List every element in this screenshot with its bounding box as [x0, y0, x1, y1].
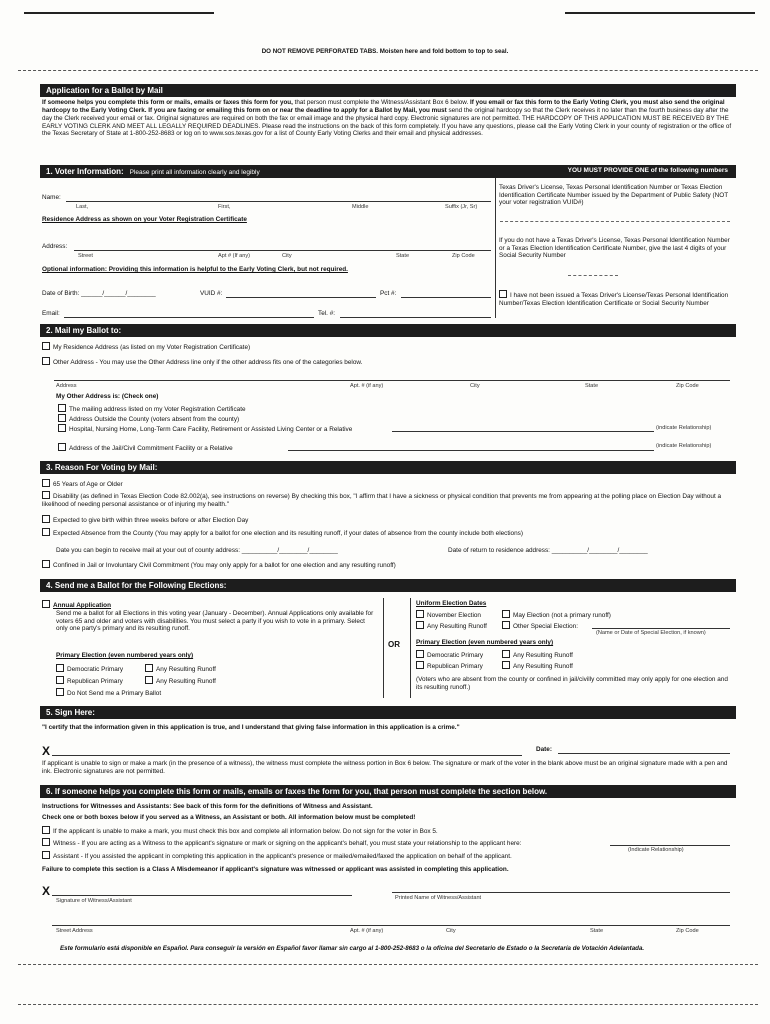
pct-label: Pct #: [380, 290, 397, 297]
dem-primary-checkbox[interactable] [56, 664, 64, 672]
perforation-mid [18, 964, 758, 965]
intro-text: If someone helps you complete this form or mails, emails or faxes this form for you, that person must complete the Witness/Assistant Box 6 below. If you email or fax this form to the Early Voting Clerk, you must also send the original hardcopy to the Early Voting Clerk. If you are faxing or emailing this form on or near the deadline to apply for a Ballot by Mail, you must send the original hardcopy so that the Clerk receives it no later than the fourth business day after the day the Clerk received your email or fax. Original signatures are required on both the fax or email image and the physical hard copy. Electronic signatures are not permitted. THE HARDCOPY OF THIS APPLICATION MUST BE RECEIVED BY THE EARLY VOTING CLERK AND MEET ALL LEGALLY REQUIRED DEADLINES. Please read the instructions on the back of this form completely. If you have any questions, please call the Early Voting Clerk in your county of registration or the office of the Texas Secretary of State at 1-800-252-8683 or log on to www.sos.texas.gov for a list of County Early Voting Clerks and their email and physical addresses. [42, 99, 732, 138]
s2-address-label: Address [56, 383, 77, 389]
jail-checkbox[interactable] [58, 443, 66, 451]
address-label: Address: [42, 243, 68, 250]
unable-mark-checkbox[interactable] [42, 826, 50, 834]
rep-runoff-right-option[interactable]: Any Resulting Runoff [502, 661, 573, 671]
other-mailing-option[interactable]: The mailing address listed on my Voter Registration Certificate [58, 404, 246, 414]
name-field[interactable] [66, 201, 491, 202]
special-election-label: (Name or Date of Special Election, if known) [596, 630, 706, 636]
rep-primary-option[interactable]: Republican Primary [56, 676, 123, 686]
perforation-bottom [18, 1004, 758, 1005]
assistant-option[interactable]: Assistant - If you assisted the applicant in completing this application in the applicant's presence or mailed/emailed/faxed the application on behalf of the applicant. [42, 851, 602, 861]
november-checkbox[interactable] [416, 610, 424, 618]
voter-sign-x: X [42, 744, 51, 758]
email-field[interactable] [64, 317, 314, 318]
other-address-heading: My Other Address is: (Check one) [56, 393, 159, 400]
birth-checkbox[interactable] [42, 515, 50, 523]
no-id-checkbox[interactable] [499, 290, 507, 298]
no-primary-checkbox[interactable] [56, 688, 64, 696]
s4-divider-left [383, 598, 384, 698]
special-election-field[interactable] [592, 628, 730, 629]
rep-runoff-right-checkbox[interactable] [502, 661, 510, 669]
residence-checkbox[interactable] [42, 342, 50, 350]
name-first-label: First, [218, 204, 231, 210]
dem-runoff-right-checkbox[interactable] [502, 650, 510, 658]
relationship-label-1: (indicate Relationship) [656, 425, 712, 431]
address-field[interactable] [74, 250, 491, 251]
no-primary-option[interactable]: Do Not Send me a Primary Ballot [56, 688, 161, 698]
s2-city-label: City [470, 383, 480, 389]
s4-divider-right [410, 598, 411, 698]
ssn-field[interactable] [568, 275, 618, 276]
w-apt-label: Apt. # (if any) [350, 928, 384, 934]
name-last-label: Last, [76, 204, 89, 210]
witness-sign-x: X [42, 884, 51, 898]
witness-address-field[interactable] [52, 925, 730, 926]
dob-field[interactable]: Date of Birth: ______/______/________ [42, 290, 156, 297]
section-3-header: 3. Reason For Voting by Mail: [40, 461, 736, 474]
failure-warning: Failure to complete this section is a Class A Misdemeanor if applicant's signature was witnessed or applicant was assisted in completing this application. [42, 866, 509, 873]
relationship-label-2: (indicate Relationship) [656, 443, 712, 449]
primary-left-heading: Primary Election (even numbered years only) [56, 652, 194, 659]
reason-absence-option[interactable]: Expected Absence from the County (You may apply for a ballot for one election and its resulting runoff, if your dates of absence from the county include both elections) [42, 528, 523, 538]
special-election-option[interactable]: Other Special Election: [502, 621, 578, 631]
unable-mark-option[interactable]: If the applicant is unable to make a mark, you must check this box and complete all information below. Do not sign for the voter in Box 5. [42, 826, 438, 836]
reason-disability-option[interactable]: Disability (as defined in Texas Election Code 82.002(a), see instructions on reverse) By checking this box, "I affirm that I have a sickness or physical condition that prevents me from appearing at the polling place on Election Day without a likelihood of needing personal assistance or of injuring my health." [42, 493, 722, 508]
absence-checkbox[interactable] [42, 528, 50, 536]
reason-65-option[interactable]: 65 Years of Age or Older [42, 479, 123, 489]
s2-zip-label: Zip Code [676, 383, 699, 389]
annual-application-option[interactable]: Annual Application [42, 600, 111, 610]
other-address-checkbox[interactable] [42, 357, 50, 365]
other-hospital-option[interactable]: Hospital, Nursing Home, Long-Term Care Facility, Retirement or Assisted Living Center or a Relative [58, 424, 352, 434]
sign-date-field[interactable] [558, 753, 730, 754]
w-city-label: City [446, 928, 456, 934]
form-title: Application for a Ballot by Mail [40, 84, 736, 97]
hospital-relationship-field[interactable] [392, 431, 654, 432]
witness-printed-name-field[interactable] [392, 892, 730, 893]
outside-county-checkbox[interactable] [58, 414, 66, 422]
primary-right-heading: Primary Election (even numbered years only) [416, 639, 554, 646]
no-id-option[interactable]: I have not been issued a Texas Driver's License/Texas Personal Identification Number/Texas Election Identification Certificate or Social Security Number [499, 292, 729, 307]
other-outside-county-option[interactable]: Address Outside the County (voters absent from the county) [58, 414, 239, 424]
absent-note: (Voters who are absent from the county or confined in jail/civilly committed may only apply for one election and its resulting runoff.) [416, 676, 728, 691]
addr-street-label: Street [78, 253, 93, 259]
uniform-runoff-checkbox[interactable] [416, 621, 424, 629]
special-checkbox[interactable] [502, 621, 510, 629]
other-jail-option[interactable]: Address of the Jail/Civil Commitment Facility or a Relative [58, 443, 233, 453]
witness-relationship-field[interactable] [610, 845, 730, 846]
rep-primary-right-checkbox[interactable] [416, 661, 424, 669]
reason-birth-option[interactable]: Expected to give birth within three weeks before or after Election Day [42, 515, 248, 525]
dem-primary-right-checkbox[interactable] [416, 650, 424, 658]
age-65-checkbox[interactable] [42, 479, 50, 487]
tel-label: Tel. #: [318, 310, 336, 317]
jail-reason-checkbox[interactable] [42, 560, 50, 568]
dem-runoff-option[interactable]: Any Resulting Runoff [145, 664, 216, 674]
addr-city-label: City [282, 253, 292, 259]
rep-primary-right-option[interactable]: Republican Primary [416, 661, 483, 671]
witness-signature-label: Signature of Witness/Assistant [56, 898, 132, 904]
dl-number-field[interactable] [500, 216, 730, 226]
may-option[interactable]: May Election (not a primary runoff) [502, 610, 611, 620]
hospital-checkbox[interactable] [58, 424, 66, 432]
tel-field[interactable] [340, 317, 491, 318]
rep-runoff-option[interactable]: Any Resulting Runoff [145, 676, 216, 686]
addr-state-label: State [396, 253, 410, 259]
date-return-field[interactable]: Date of return to residence address: __________/________/________ [448, 547, 648, 554]
section-2-header: 2. Mail my Ballot to: [40, 324, 736, 337]
may-checkbox[interactable] [502, 610, 510, 618]
dl-number-text: Texas Driver's License, Texas Personal Identification Number or Texas Election Identification Certificate Number issued by the Department of Public Safety (NOT your voter registration VUID#) [499, 184, 728, 207]
uniform-heading: Uniform Election Dates [416, 600, 487, 607]
pct-field[interactable] [401, 297, 491, 298]
section-1-divider [495, 178, 496, 318]
w-state-label: State [590, 928, 604, 934]
witness-check-note: Check one or both boxes below if you served as a Witness, an Assistant or both. All information below must be completed! [42, 814, 416, 821]
or-label: OR [388, 640, 400, 649]
uniform-runoff-option[interactable]: Any Resulting Runoff [416, 621, 487, 631]
mail-residence-option[interactable]: My Residence Address (as listed on my Voter Registration Certificate) [42, 342, 250, 352]
w-zip-label: Zip Code [676, 928, 699, 934]
top-note: DO NOT REMOVE PERFORATED TABS. Moisten here and fold bottom to top to seal. [261, 48, 509, 55]
witness-checkbox[interactable] [42, 838, 50, 846]
w-street-label: Street Address [56, 928, 93, 934]
addr-zip-label: Zip Code [452, 253, 475, 259]
section-4-header: 4. Send me a Ballot for the Following Elections: [40, 579, 736, 592]
witness-signature-field[interactable] [52, 895, 352, 896]
rep-runoff-checkbox[interactable] [145, 676, 153, 684]
scan-mark-left [24, 12, 214, 14]
email-label: Email: [42, 310, 60, 317]
sign-note: If applicant is unable to sign or make a mark (in the presence of a witness), the witness must complete the witness portion in Box 6 below. The signature or mark of the voter in the blank above must be an original signature made with a pen and ink. Electronic signatures are not permitted. [42, 760, 728, 775]
section-6-header: 6. If someone helps you complete this form or mails, emails or faxes the form for you, that person must complete the section below. [40, 785, 736, 798]
s2-state-label: State [585, 383, 599, 389]
vuid-field[interactable] [226, 297, 376, 298]
section-1-header: 1. Voter Information: Please print all information clearly and legibly YOU MUST PROVIDE ONE of the following numbers [40, 165, 736, 178]
november-option[interactable]: November Election [416, 610, 481, 620]
mailing-checkbox[interactable] [58, 404, 66, 412]
optional-info-note: Optional information: Providing this information is helpful to the Early Voting Clerk, but not required. [42, 266, 348, 273]
dem-runoff-checkbox[interactable] [145, 664, 153, 672]
jail-relationship-field[interactable] [288, 450, 654, 451]
certify-statement: "I certify that the information given in this application is true, and I understand that giving false information in this application is a crime." [42, 724, 460, 731]
dem-primary-option[interactable]: Democratic Primary [56, 664, 123, 674]
date-begin-field[interactable]: Date you can begin to receive mail at your out of county address: __________/________/________ [56, 547, 338, 554]
annual-text: Send me a ballot for all Elections in this voting year (January - December). Annual Applications only available for voters 65 and older and voters with disabilities. You must select a party if you wish to vote in a primary. Select only one party's primary and its resulting runoff. [56, 610, 374, 633]
addr-apt-label: Apt # (If any) [218, 253, 251, 259]
ssn-text: If you do not have a Texas Driver's License, Texas Personal Identification Number or a Texas Election Identification Certificate Number, give the last 4 digits of your Social Security Number [499, 237, 730, 260]
indicate-relationship-label: (Indicate Relationship) [628, 847, 684, 853]
annual-checkbox[interactable] [42, 600, 50, 608]
section-5-header: 5. Sign Here: [40, 706, 736, 719]
rep-primary-checkbox[interactable] [56, 676, 64, 684]
scan-mark-right [565, 12, 755, 14]
perforation-top [18, 70, 758, 71]
other-address-field[interactable] [54, 380, 730, 381]
name-label: Name: [42, 194, 61, 201]
reason-jail-option[interactable]: Confined in Jail or Involuntary Civil Commitment (You may only apply for a ballot for one election and any resulting runoff) [42, 560, 396, 570]
name-suffix-label: Suffix (Jr, Sr) [445, 204, 478, 210]
dem-runoff-right-option[interactable]: Any Resulting Runoff [502, 650, 573, 660]
witness-printed-name-label: Printed Name of Witness/Assistant [395, 895, 482, 901]
witness-instructions: Instructions for Witnesses and Assistants: See back of this form for the definitions of Witness and Assistant. [42, 803, 373, 810]
dem-primary-right-option[interactable]: Democratic Primary [416, 650, 483, 660]
voter-signature-field[interactable] [52, 755, 522, 756]
vuid-label: VUID #: [200, 290, 223, 297]
mail-other-option[interactable]: Other Address - You may use the Other Address line only if the other address fits one of the categories below. [42, 357, 362, 367]
name-middle-label: Middle [352, 204, 369, 210]
disability-checkbox[interactable] [42, 491, 50, 499]
witness-option[interactable]: Witness - If you are acting as a Witness to the applicant's signature or mark or signing on the applicant's behalf, you must state your relationship to the applicant here: [42, 838, 612, 848]
spanish-note: Este formulario está disponible en Español. Para conseguir la versión en Español favor llamar sin cargo al 1-800-252-8683 o la oficina del Secretario de Estado o la Secretaría de Votación Adelantada. [60, 945, 645, 952]
s2-apt-label: Apt. # (if any) [350, 383, 384, 389]
date-label: Date: [536, 746, 552, 753]
assistant-checkbox[interactable] [42, 851, 50, 859]
residence-heading: Residence Address as shown on your Voter Registration Certificate [42, 216, 247, 223]
